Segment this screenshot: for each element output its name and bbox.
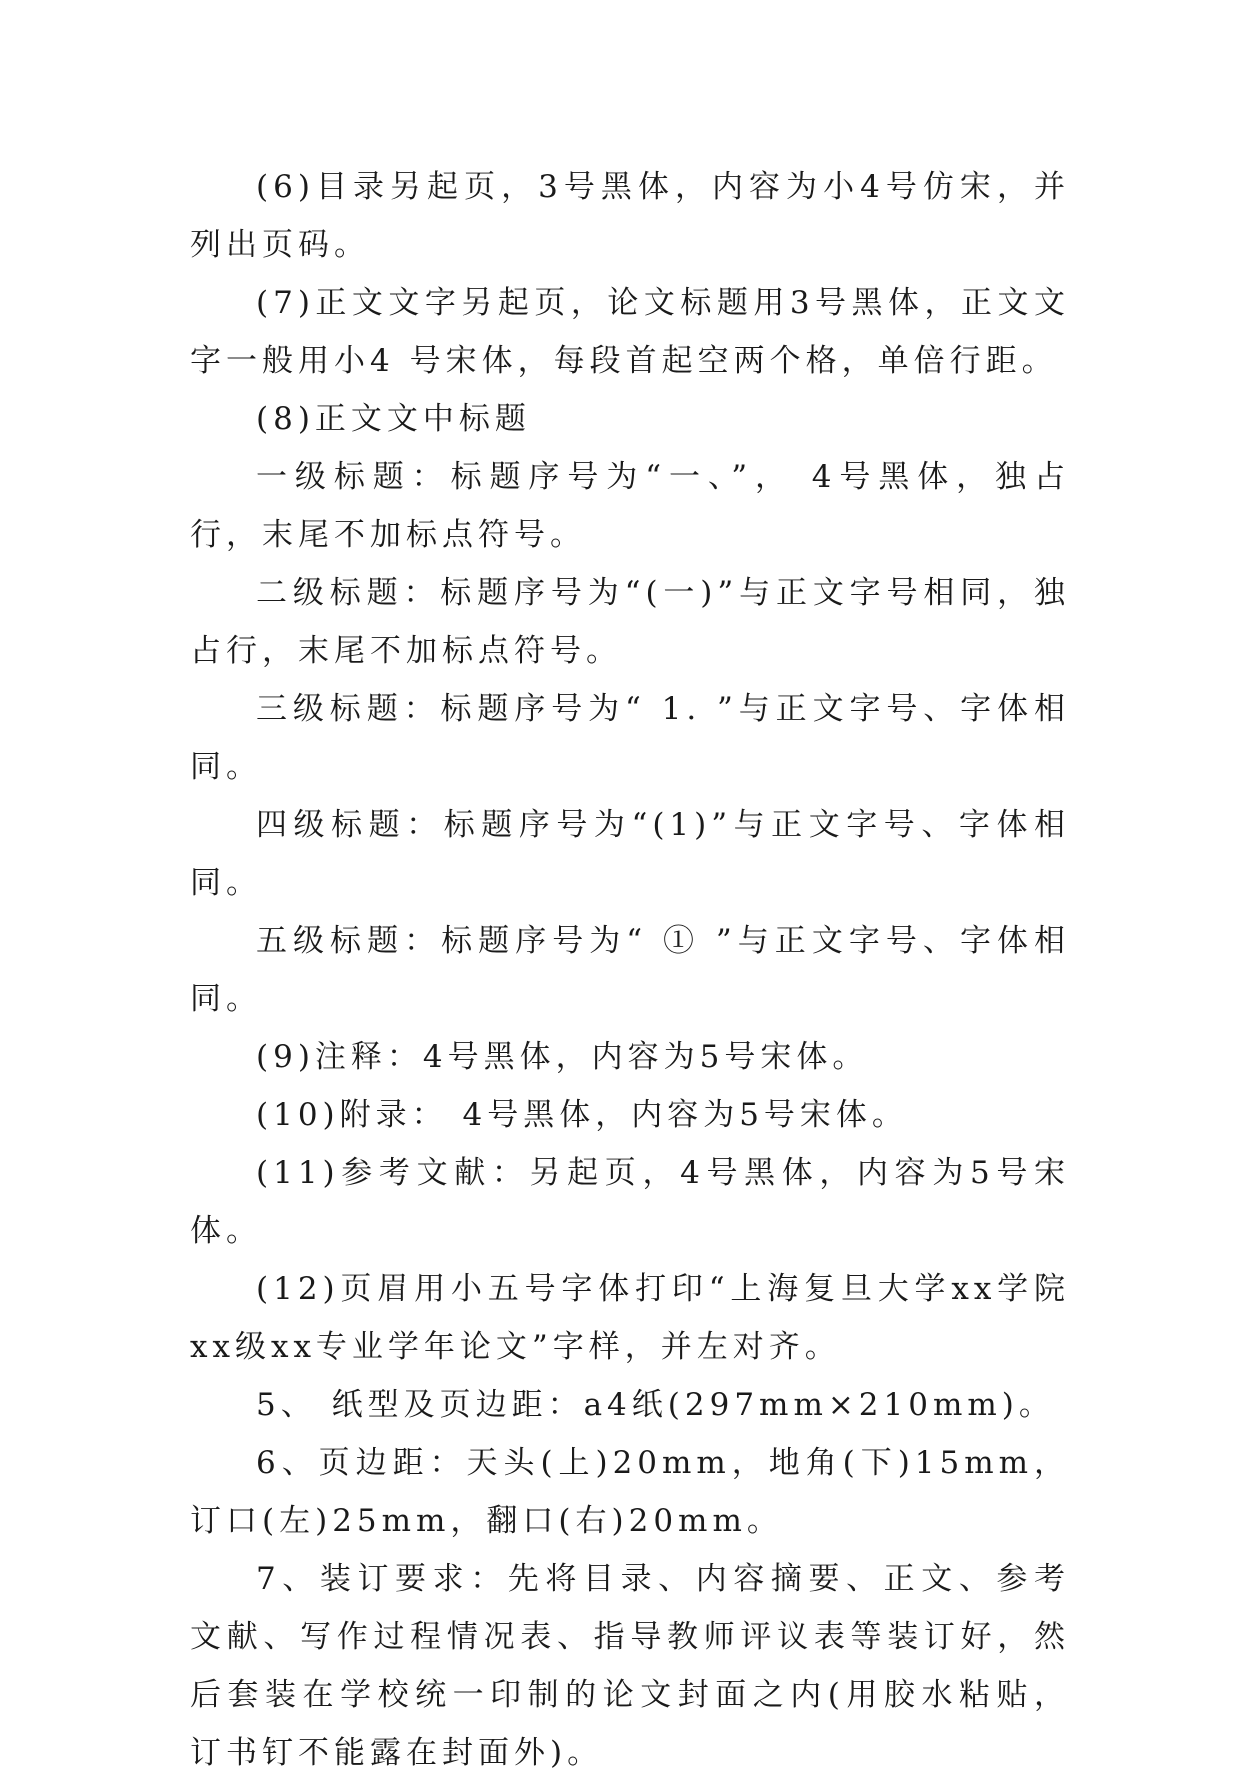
paragraph-heading-level-1: 一级标题：标题序号为“一、”， 4号黑体，独占行，末尾不加标点符号。 bbox=[190, 459, 1070, 553]
paragraph-header: (12)页眉用小五号字体打印“上海复旦大学xx学院xx级xx专业学年论文”字样，并左对齐。 bbox=[190, 1271, 1070, 1365]
paragraph-toc: (6)目录另起页，3号黑体，内容为小4号仿宋，并列出页码。 bbox=[190, 169, 1070, 263]
paragraph-body-text: (7)正文文字另起页，论文标题用3号黑体，正文文字一般用小4 号宋体，每段首起空两个格，单倍行距。 bbox=[190, 285, 1070, 379]
paragraph-paper-size: 5、 纸型及页边距：a4纸(297mm×210mm)。 bbox=[256, 1387, 1055, 1423]
paragraph-heading-level-5: 五级标题：标题序号为“ ① ”与正文字号、字体相同。 bbox=[190, 923, 1070, 1017]
paragraph-headings-intro: (8)正文文中标题 bbox=[256, 401, 531, 437]
paragraph-heading-level-4: 四级标题：标题序号为“(1)”与正文字号、字体相同。 bbox=[190, 807, 1070, 901]
paragraph-margins: 6、页边距：天头(上)20mm，地角(下)15mm，订口(左)25mm，翻口(右)20mm。 bbox=[190, 1445, 1070, 1539]
paragraph-binding: 7、装订要求：先将目录、内容摘要、正文、参考文献、写作过程情况表、指导教师评议表等装订好，然后套装在学校统一印制的论文封面之内(用胶水粘贴，订书钉不能露在封面外)。 bbox=[190, 1561, 1070, 1771]
paragraph-heading-level-2: 二级标题：标题序号为“(一)”与正文字号相同，独占行，末尾不加标点符号。 bbox=[190, 575, 1070, 669]
paragraph-heading-level-3: 三级标题：标题序号为“ 1. ”与正文字号、字体相同。 bbox=[190, 691, 1070, 785]
paragraph-appendix: (10)附录： 4号黑体，内容为5号宋体。 bbox=[256, 1097, 908, 1133]
paragraph-references: (11)参考文献：另起页，4号黑体，内容为5号宋体。 bbox=[190, 1155, 1070, 1249]
document-body bbox=[190, 158, 1070, 1782]
paragraph-notes: (9)注释：4号黑体，内容为5号宋体。 bbox=[256, 1039, 869, 1075]
